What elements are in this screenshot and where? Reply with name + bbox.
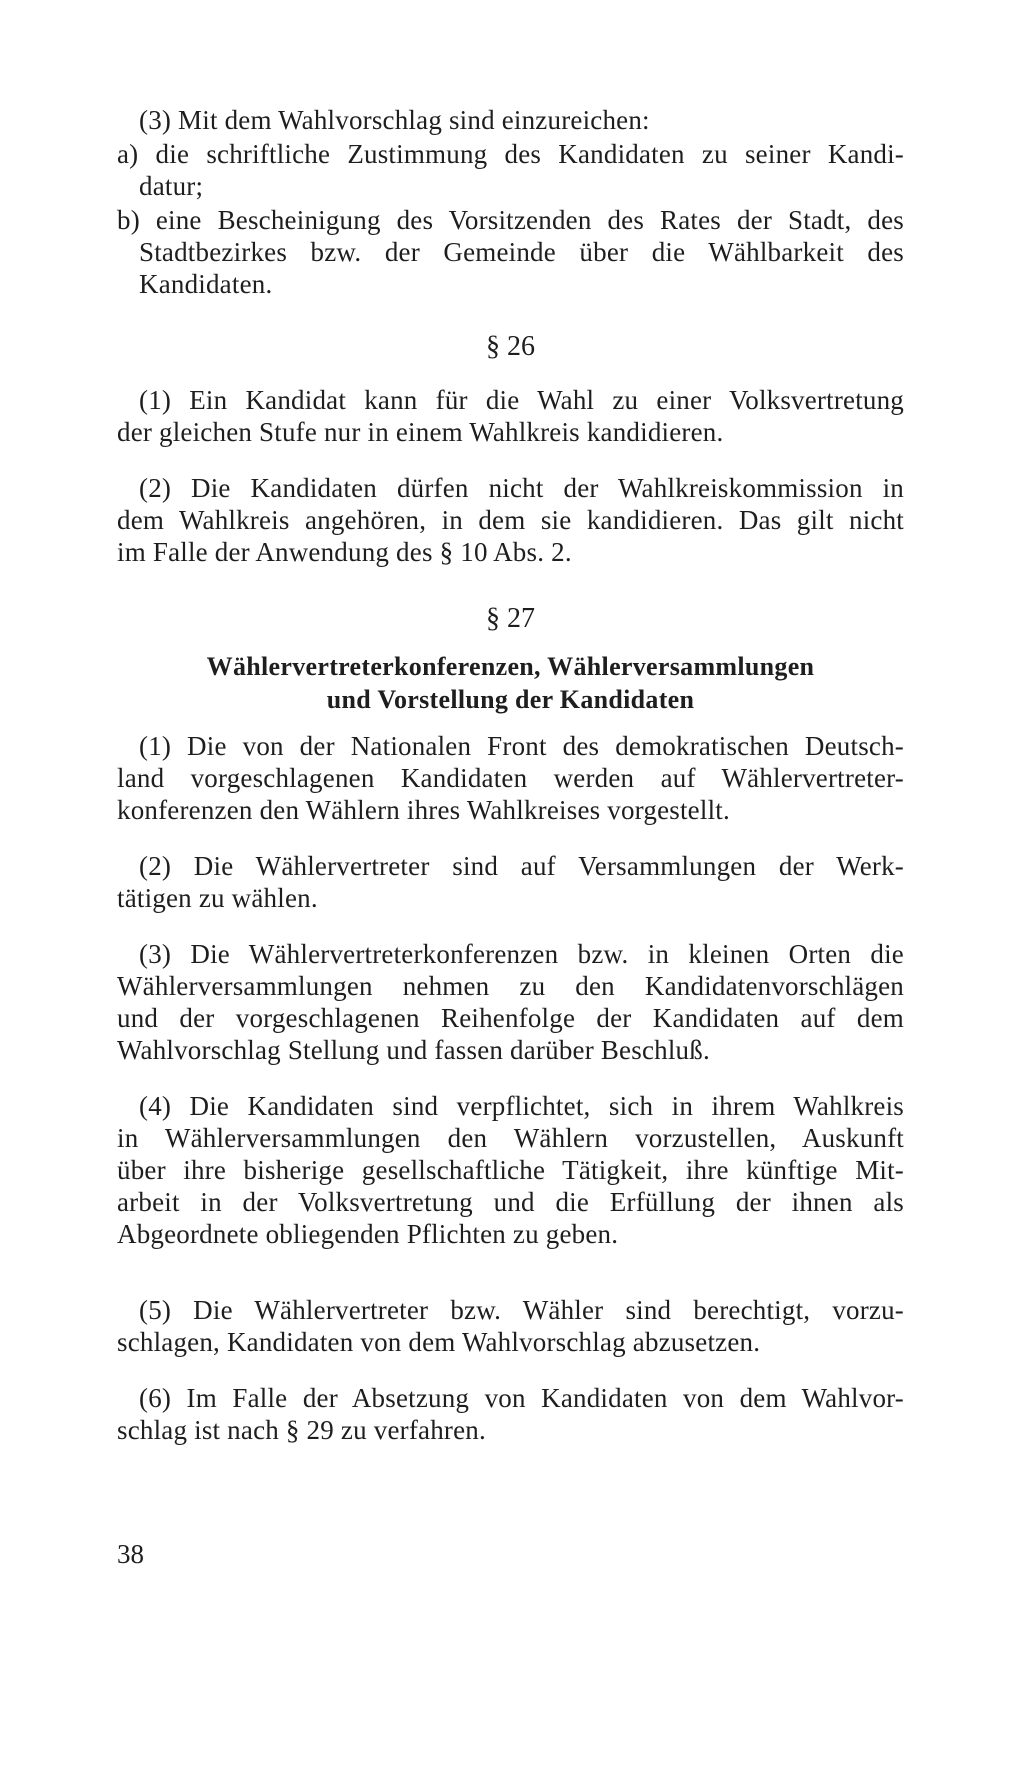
paragraph-26-1 bbox=[117, 384, 904, 448]
paragraph-26-2 bbox=[117, 472, 904, 568]
text-line: (1) Die von der Nationalen Front des demokratischen Deutsch- bbox=[139, 731, 904, 761]
paragraph-27-3 bbox=[117, 938, 904, 1066]
text-line: in Wählerversammlungen den Wählern vorzustellen, Auskunft bbox=[117, 1123, 904, 1153]
text-line: Kandidaten. bbox=[139, 269, 273, 299]
text-line: arbeit in der Volksvertretung und die Erfüllung der ihnen als bbox=[117, 1187, 904, 1217]
text-line: (6) Im Falle der Absetzung von Kandidaten von dem Wahlvor- bbox=[139, 1383, 904, 1413]
text-line: der gleichen Stufe nur in einem Wahlkreis kandidieren. bbox=[117, 417, 724, 447]
text-line: Wahlvorschlag Stellung und fassen darüber Beschluß. bbox=[117, 1035, 710, 1065]
text-line: a) die schriftliche Zustimmung des Kandidaten zu seiner Kandi- bbox=[117, 139, 904, 169]
paragraph-25-3 bbox=[117, 104, 904, 300]
heading-line: und Vorstellung der Kandidaten bbox=[326, 685, 695, 714]
page-number: 38 bbox=[117, 1539, 144, 1569]
paragraph-27-6 bbox=[117, 1382, 904, 1446]
text-line: (4) Die Kandidaten sind verpflichtet, sich in ihrem Wahlkreis bbox=[139, 1091, 904, 1121]
text-line: Stadtbezirkes bzw. der Gemeinde über die Wählbarkeit des bbox=[139, 237, 904, 267]
text-line: schlag ist nach § 29 zu verfahren. bbox=[117, 1415, 486, 1445]
paragraph-27-4 bbox=[117, 1090, 904, 1250]
text-line: schlagen, Kandidaten von dem Wahlvorschlag abzusetzen. bbox=[117, 1327, 761, 1357]
text-line: (5) Die Wählervertreter bzw. Wähler sind berechtigt, vorzu- bbox=[139, 1295, 904, 1325]
text-line: Abgeordnete obliegenden Pflichten zu geben. bbox=[117, 1219, 619, 1249]
text-line: Wählerversammlungen nehmen zu den Kandidatenvorschlägen bbox=[117, 971, 904, 1001]
text-line: und der vorgeschlagenen Reihenfolge der Kandidaten auf dem bbox=[117, 1003, 904, 1033]
section-heading bbox=[117, 650, 904, 716]
text-line: konferenzen den Wählern ihres Wahlkreises vorgestellt. bbox=[117, 795, 730, 825]
paragraph-27-5 bbox=[117, 1294, 904, 1358]
text-line: (2) Die Kandidaten dürfen nicht der Wahlkreiskommission in bbox=[139, 473, 904, 503]
text-line: dem Wahlkreis angehören, in dem sie kandidieren. Das gilt nicht bbox=[117, 505, 904, 535]
text-line: (1) Ein Kandidat kann für die Wahl zu einer Volksvertretung bbox=[139, 385, 904, 415]
text-line: (3) Die Wählervertreterkonferenzen bzw. in kleinen Orten die bbox=[139, 939, 904, 969]
section-title: § 27 bbox=[486, 603, 535, 634]
text-line: (3) Mit dem Wahlvorschlag sind einzureichen: bbox=[139, 105, 650, 135]
paragraph-27-1 bbox=[117, 730, 904, 826]
text-line: tätigen zu wählen. bbox=[117, 883, 318, 913]
text-line: über ihre bisherige gesellschaftliche Tätigkeit, ihre künftige Mit- bbox=[117, 1155, 904, 1185]
heading-line: Wählervertreterkonferenzen, Wählerversammlungen bbox=[206, 652, 815, 681]
text-line: (2) Die Wählervertreter sind auf Versammlungen der Werk- bbox=[139, 851, 904, 881]
paragraph-27-2 bbox=[117, 850, 904, 914]
text-line: datur; bbox=[139, 171, 204, 201]
text-line: im Falle der Anwendung des § 10 Abs. 2. bbox=[117, 537, 572, 567]
text-line: b) eine Bescheinigung des Vorsitzenden des Rates der Stadt, des bbox=[117, 205, 904, 235]
page-body bbox=[117, 104, 904, 1446]
section-title: § 26 bbox=[486, 331, 535, 362]
text-line: land vorgeschlagenen Kandidaten werden auf Wählervertreter- bbox=[117, 763, 904, 793]
